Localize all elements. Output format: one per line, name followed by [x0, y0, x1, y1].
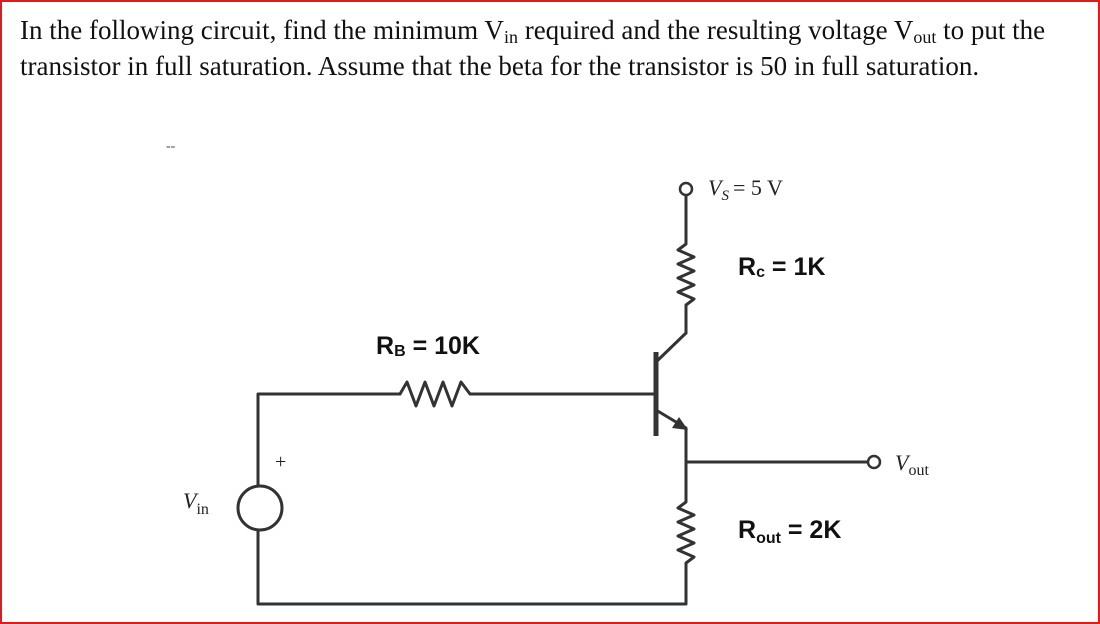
- rout-resistor: [678, 462, 694, 580]
- plus-sign: +: [275, 451, 287, 473]
- vs-terminal: [680, 183, 692, 195]
- question-text: In the following circuit, find the minimum $V_{in}$ required and the resulting voltage $V_{out}$ to put the transistor in full saturation. Assume that the beta for the transistor is 50 in full saturation.: [20, 15, 1046, 81]
- rb-label: RB = 10K: [376, 332, 480, 360]
- stray-mark: --: [166, 139, 176, 154]
- rb-resistor: [400, 382, 480, 406]
- emitter-lead: [656, 410, 686, 462]
- vs-label: $V_S = 5$ V: [708, 175, 783, 204]
- vin-source: [238, 486, 282, 530]
- vout-terminal: [868, 456, 880, 468]
- vout-label: $V_{out}$: [895, 450, 929, 479]
- rc-label: Rc = 1K: [738, 253, 826, 281]
- vin-label: $V_{in}$: [183, 488, 209, 518]
- collector-lead: [656, 333, 686, 362]
- bottom-wire: [258, 508, 686, 604]
- rc-resistor: [678, 196, 694, 333]
- rout-label: $R_{out} = 2K$: [738, 516, 842, 547]
- emitter-arrow-icon: [672, 417, 688, 430]
